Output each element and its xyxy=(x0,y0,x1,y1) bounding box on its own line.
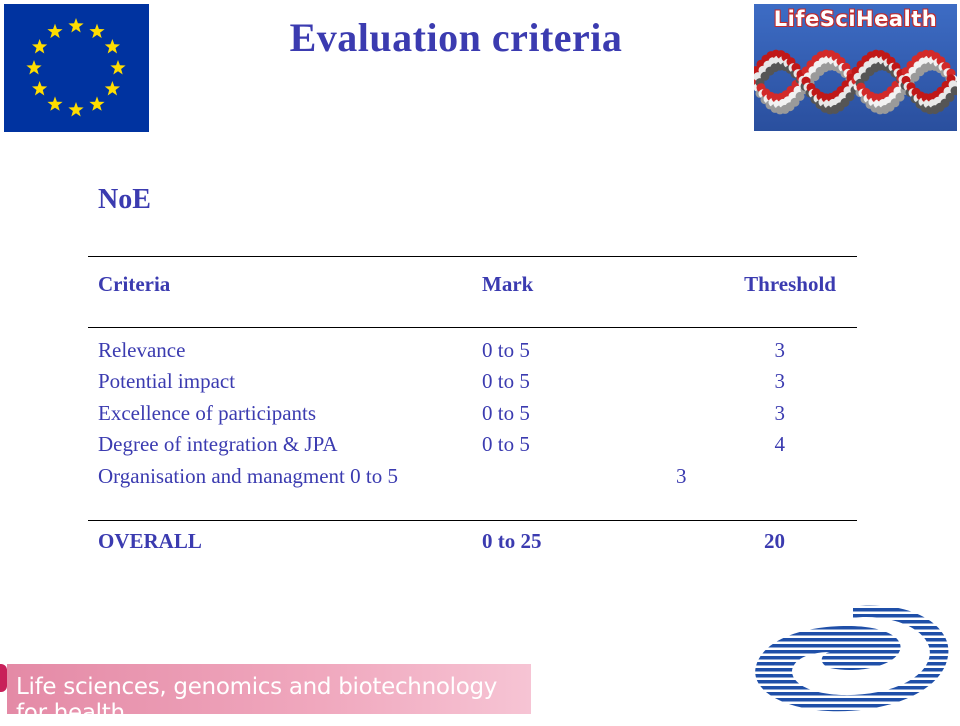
table-row-mark: 0 to 5 xyxy=(482,401,530,425)
table-row-mark: 0 to 5 xyxy=(482,369,530,393)
lifescihealth-logo-text: LifeSciHealth xyxy=(773,7,938,31)
table-row-mark: 0 to 5 xyxy=(482,432,530,456)
fp6-stripe xyxy=(748,716,958,718)
table-row-threshold: 3 xyxy=(774,338,785,362)
footer-banner xyxy=(7,664,531,726)
footer-banner-text: Life sciences, genomics and biotechnology for health xyxy=(16,674,498,726)
page-title: Evaluation criteria xyxy=(289,15,623,60)
fp6-stripe xyxy=(748,608,958,612)
table-row-threshold: 3 xyxy=(774,401,785,425)
table-bottom-rule xyxy=(88,520,857,521)
fp6-stripe xyxy=(748,596,958,600)
table-row-threshold: 3 xyxy=(774,369,785,393)
table-row-criteria: Excellence of participants xyxy=(98,401,317,425)
header-mark: Mark xyxy=(482,272,534,296)
lifescihealth-logo xyxy=(754,4,957,131)
table-header-rule xyxy=(88,327,857,328)
section-subtitle: NoE xyxy=(98,184,151,215)
fp6-stripe xyxy=(748,614,958,618)
eu-star-icon xyxy=(110,60,125,75)
fp6-stripe xyxy=(748,686,958,690)
fp6-stripe xyxy=(748,692,958,696)
overall-threshold: 20 xyxy=(764,529,785,553)
eu-star-icon xyxy=(105,81,120,96)
corner-tab-decoration xyxy=(0,664,7,692)
fp6-stripe xyxy=(748,638,958,642)
fp6-stripe xyxy=(748,680,958,684)
table-row-criteria: Relevance xyxy=(98,338,186,362)
fp6-stripe xyxy=(748,602,958,606)
overall-mark: 0 to 25 xyxy=(482,529,542,553)
eu-star-icon xyxy=(68,102,83,117)
table-row-threshold: 4 xyxy=(774,432,785,456)
eu-star-icon xyxy=(26,60,41,75)
fp6-stripe xyxy=(748,710,958,714)
table-row-misaligned-text: Organisation and managment 0 to 5 xyxy=(98,464,398,488)
fp6-logo-icon xyxy=(748,596,958,718)
fp6-stripe xyxy=(748,698,958,702)
table-top-rule xyxy=(88,256,857,257)
fp6-stripe xyxy=(748,644,958,648)
overall-criteria: OVERALL xyxy=(98,529,202,553)
fp6-stripe xyxy=(748,620,958,624)
header-threshold: Threshold xyxy=(744,272,836,296)
table-row-criteria: Potential impact xyxy=(98,369,236,393)
fp6-stripe xyxy=(748,674,958,678)
eu-star-icon xyxy=(47,96,62,110)
header-criteria: Criteria xyxy=(98,272,171,296)
eu-star-icon xyxy=(32,81,47,96)
table-row-criteria: Degree of integration & JPA xyxy=(98,432,338,456)
fp6-stripe xyxy=(748,650,958,654)
fp6-stripe xyxy=(748,668,958,672)
fp6-stripe xyxy=(748,656,958,660)
table-row-misaligned-threshold: 3 xyxy=(676,464,687,488)
table-row-mark: 0 to 5 xyxy=(482,338,530,362)
fp6-stripe xyxy=(748,626,958,630)
fp6-stripe xyxy=(748,662,958,666)
fp6-stripe xyxy=(748,632,958,636)
fp6-stripe xyxy=(748,704,958,708)
eu-star-icon xyxy=(89,96,104,110)
